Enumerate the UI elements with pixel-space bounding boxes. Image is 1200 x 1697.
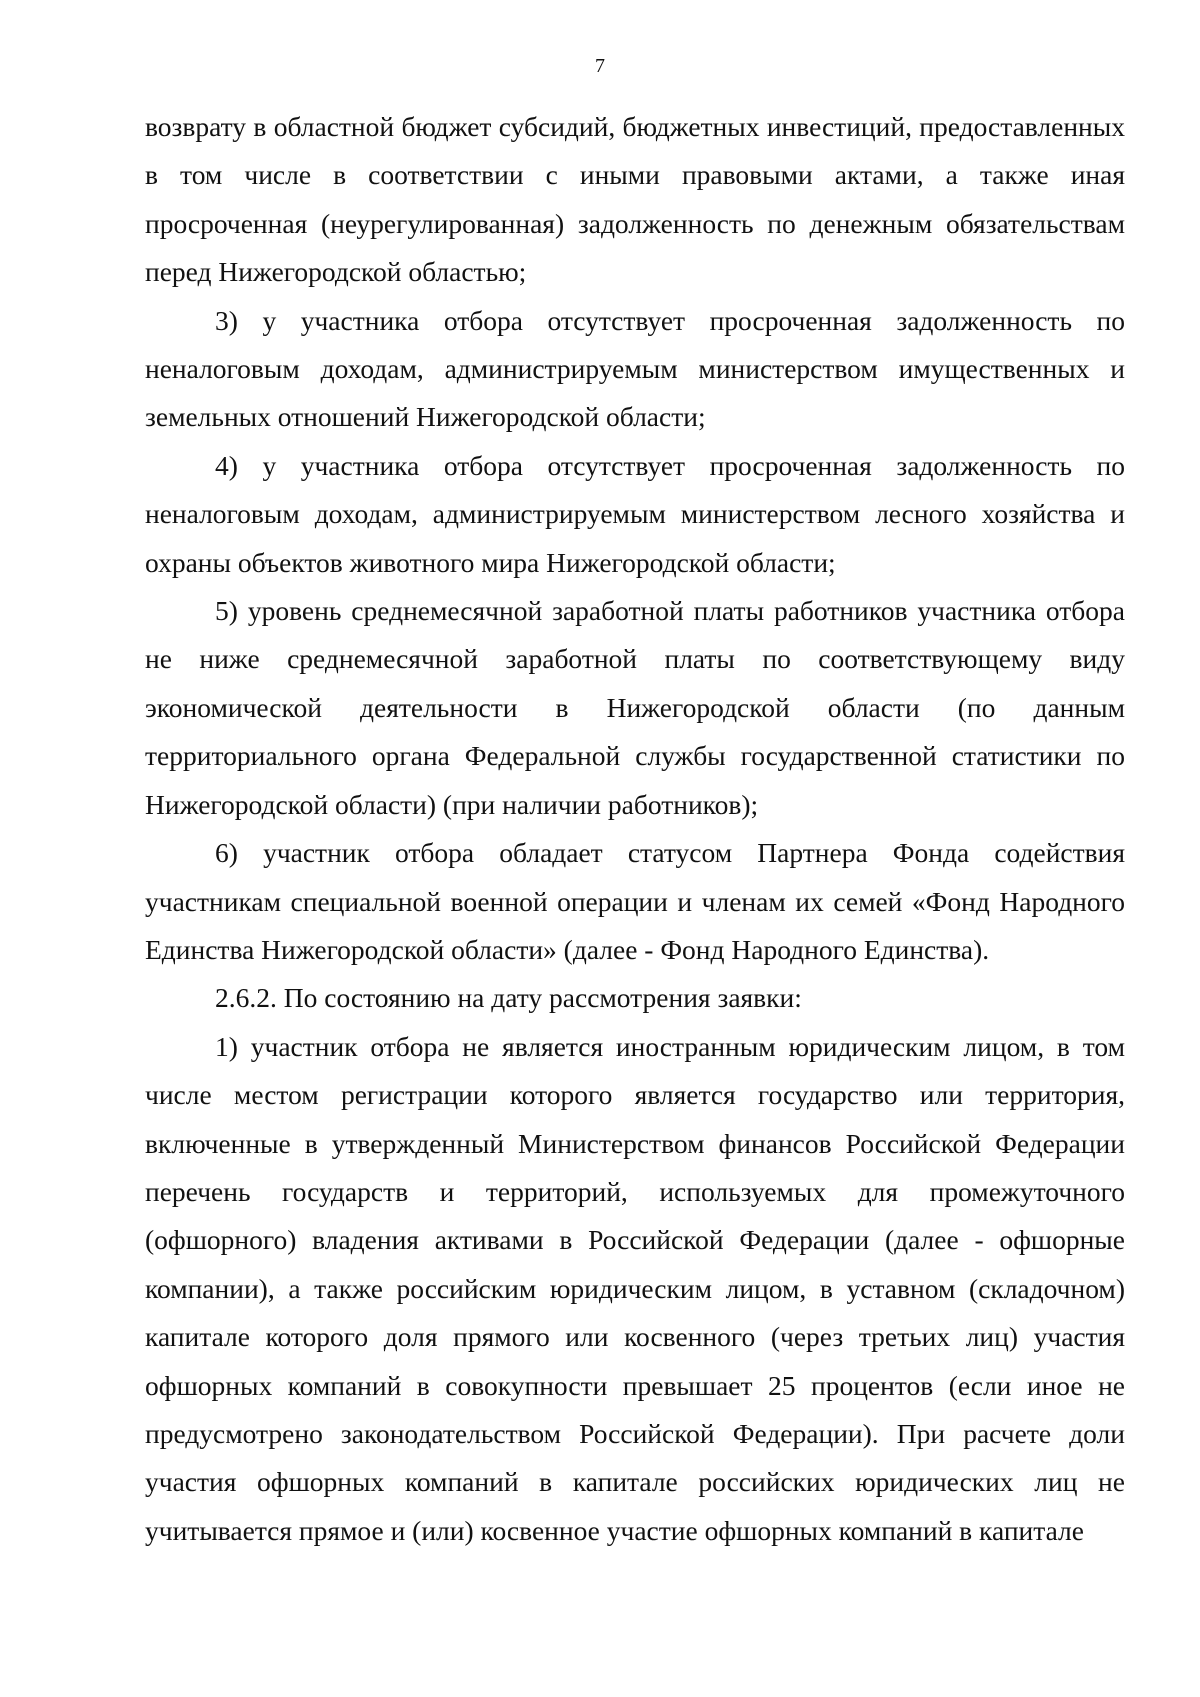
paragraph-item-1: 1) участник отбора не является иностранным юридическим лицом, в том числе местом регистрации которого является государство или территория, включенные в утвержденный Министерством финансов Российской Федерации перечень государств и территорий, используемых для промежуточного (офшорного) владения активами в Российской Федерации (далее - офшорные компании), а также российским юридическим лицом, в уставном (складочном) капитале которого доля прямого или косвенного (через третьих лиц) участия офшорных компаний в совокупности превышает 25 процентов (если иное не предусмотрено законодательством Российской Федерации). При расчете доли участия офшорных компаний в капитале российских юридических лиц не учитывается прямое и (или) косвенное участие офшорных компаний в капитале xyxy=(145,1030,1125,1546)
page-number: 7 xyxy=(595,55,605,77)
section-heading-2-6-2: 2.6.2. По состоянию на дату рассмотрения заявки: xyxy=(215,982,802,1014)
paragraph-item-5: 5) уровень среднемесячной заработной платы работников участника отбора не ниже среднемесячной заработной платы по соответствующему виду экономической деятельности в Нижегородской области (по данным территориального органа Федеральной службы государственной статистики по Нижегородской области) (при наличии работников); xyxy=(145,595,1125,820)
document-body xyxy=(145,103,1125,1555)
paragraph-item-3: 3) у участника отбора отсутствует просроченная задолженность по неналоговым доходам, администрируемым министерством имущественных и земельных отношений Нижегородской области; xyxy=(145,304,1125,433)
paragraph-item-6: 6) участник отбора обладает статусом Партнера Фонда содействия участникам специальной военной операции и членам их семей «Фонд Народного Единства Нижегородской области» (далее - Фонд Народного Единства). xyxy=(145,837,1125,965)
paragraph-continuation: возврату в областной бюджет субсидий, бюджетных инвестиций, предоставленных в том числе в соответствии с иными правовыми актами, а также иная просроченная (неурегулированная) задолженность по денежным обязательствам перед Нижегородской областью; xyxy=(145,111,1125,288)
paragraph-item-4: 4) у участника отбора отсутствует просроченная задолженность по неналоговым доходам, администрируемым министерством лесного хозяйства и охраны объектов животного мира Нижегородской области; xyxy=(145,449,1125,578)
